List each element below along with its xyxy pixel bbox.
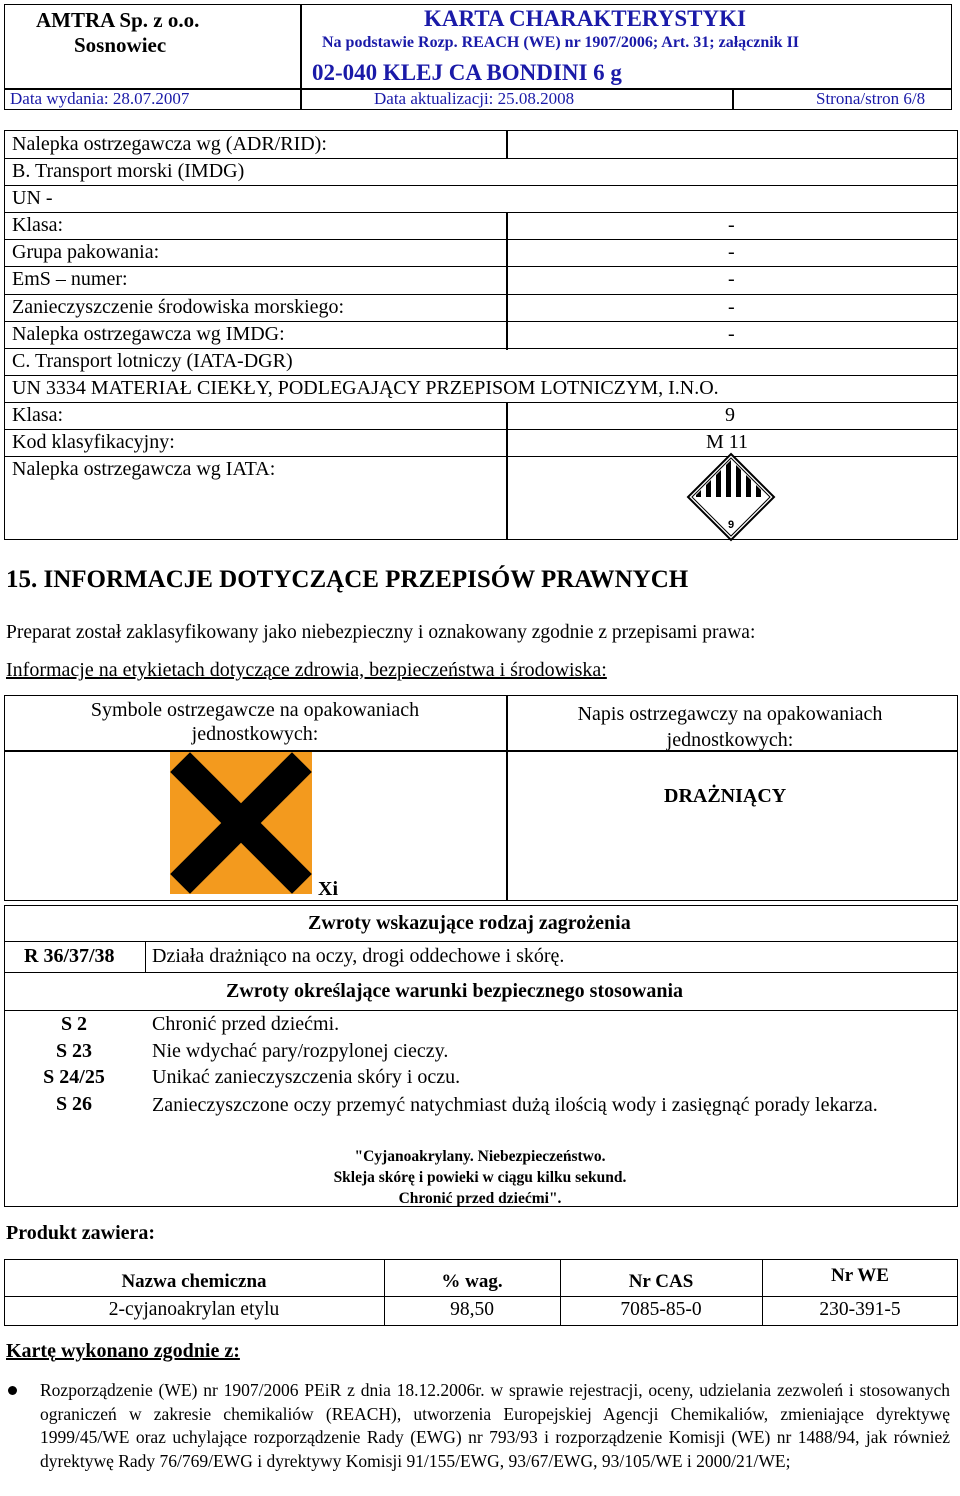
r-phrase-text: Działa drażniąco na oczy, drogi oddechowe i skórę. — [152, 945, 565, 967]
imdg-heading: B. Transport morski (IMDG) — [12, 160, 245, 182]
adr-label: Nalepka ostrzegawcza wg (ADR/RID): — [12, 133, 327, 155]
table-cell: 230-391-5 — [819, 1299, 901, 1320]
header-divider — [300, 4, 302, 88]
imdg-un: UN - — [12, 187, 53, 209]
class-9-hazard-label-icon — [686, 452, 776, 542]
table-cell: 2-cyjanoakrylan etylu — [108, 1299, 280, 1320]
s-phrase-text: Nie wdychać pary/rozpylonej cieczy. — [152, 1040, 449, 1062]
iata-heading: C. Transport lotniczy (IATA-DGR) — [12, 350, 293, 372]
legal-basis: Na podstawie Rozp. REACH (WE) nr 1907/2006; Art. 31; załącznik II — [322, 34, 800, 51]
s-phrase-code: S 2 — [60, 1013, 88, 1035]
imdg-packing-value: - — [728, 241, 735, 263]
inscription-header: Napis ostrzegawczy na opakowaniach jednostkowych: — [577, 703, 883, 751]
s-phrase-code: S 26 — [55, 1093, 93, 1115]
table-cell: 98,50 — [450, 1299, 494, 1320]
iata-label-label: Nalepka ostrzegawcza wg IATA: — [12, 458, 276, 480]
inscription-text: DRAŻNIĄCY — [664, 785, 787, 807]
s-phrase-text: Unikać zanieczyszczenia skóry i oczu. — [152, 1066, 461, 1088]
irritant-xi-icon — [170, 752, 312, 894]
compliance-item: Rozporządzenie (WE) nr 1907/2006 PEiR z dnia 18.12.2006r. w sprawie rejestracji, oceny, udzielania zezwoleń i stosowanych ograniczeń w zakresie chemikaliów (REACH), utworzenia Europejskiej Agencji Chemikaliów, zmieniające dyrektywę 1999/45/WE oraz uchylające rozporządzenie Rady (EWG) nr 793/93 i rozporządzenie Komisji (WE) nr 1488/94, jak również dyrektywę Rady 76/769/EWG i dyrektywy Komisji 91/155/EWG, 93/67/EWG, 93/105/WE i 2000/21/WE; — [40, 1380, 950, 1471]
imdg-pollutant-value: - — [728, 296, 735, 318]
product-name: 02-040 KLEJ CA BONDINI 6 g — [312, 60, 622, 85]
imdg-label-label: Nalepka ostrzegawcza wg IMDG: — [12, 323, 285, 345]
imdg-class-value: - — [728, 214, 735, 236]
iata-class-label: Klasa: — [12, 404, 64, 426]
header-divider — [732, 88, 734, 110]
symbols-header: Symbole ostrzegawcze na opakowaniach jednostkowych: — [90, 699, 420, 745]
company-city: Sosnowiec — [74, 33, 167, 57]
s-phrase-code: S 23 — [55, 1040, 93, 1062]
s-phrases-heading: Zwroty określające warunki bezpiecznego stosowania — [226, 980, 684, 1002]
iata-code-value: M 11 — [706, 431, 749, 453]
imdg-packing-label: Grupa pakowania: — [12, 241, 160, 263]
classification-intro: Preparat został zaklasyfikowany jako niebezpieczny i oznakowany zgodnie z przepisami prawa: — [6, 622, 756, 643]
s-phrase-code: S 24/25 — [43, 1066, 105, 1088]
symbol-code: Xi — [318, 878, 338, 900]
iata-class-value: 9 — [725, 404, 735, 426]
column-header: Nr CAS — [628, 1271, 694, 1292]
issue-date: Data wydania: 28.07.2007 — [10, 89, 190, 108]
s-phrase-text: Zanieczyszczone oczy przemyć natychmiast dużą ilością wody i zasięgnąć porady lekarza. — [152, 1094, 878, 1116]
company-name: AMTRA Sp. z o.o. — [36, 8, 200, 32]
r-phrases-heading: Zwroty wskazujące rodzaj zagrożenia — [308, 912, 631, 934]
section-15-title: 15. INFORMACJE DOTYCZĄCE PRZEPISÓW PRAWNYCH — [6, 566, 689, 593]
page-number: Strona/stron 6/8 — [816, 89, 926, 108]
compliance-heading: Kartę wykonano zgodnie z: — [6, 1340, 240, 1362]
imdg-class-label: Klasa: — [12, 214, 64, 236]
table-cell: 7085-85-0 — [620, 1299, 702, 1320]
imdg-ems-label: EmS – numer: — [12, 268, 128, 290]
additional-warning: "Cyjanoakrylany. Niebezpieczeństwo. Skleja skórę i powieki w ciągu kilku sekund. Chronić przed dziećmi". — [333, 1148, 627, 1207]
r-phrase-code: R 36/37/38 — [24, 945, 115, 967]
column-header: Nr WE — [831, 1265, 889, 1286]
label-info-heading: Informacje na etykietach dotyczące zdrowia, bezpieczeństwa i środowiska: — [6, 659, 607, 681]
iata-code-label: Kod klasyfikacyjny: — [12, 431, 175, 453]
column-header: % wag. — [441, 1271, 503, 1292]
document-title: KARTA CHARAKTERYSTYKI — [424, 6, 746, 31]
iata-un: UN 3334 MATERIAŁ CIEKŁY, PODLEGAJĄCY PRZEPISOM LOTNICZYM, I.N.O. — [12, 377, 719, 399]
column-header: Nazwa chemiczna — [121, 1271, 267, 1292]
imdg-ems-value: - — [728, 268, 735, 290]
imdg-pollutant-label: Zanieczyszczenie środowiska morskiego: — [12, 296, 345, 318]
imdg-label-value: - — [728, 323, 735, 345]
product-contains-label: Produkt zawiera: — [6, 1222, 156, 1244]
header-divider — [300, 88, 302, 110]
bullet-icon — [8, 1386, 17, 1395]
update-date: Data aktualizacji: 25.08.2008 — [374, 89, 575, 108]
s-phrase-text: Chronić przed dziećmi. — [152, 1013, 340, 1035]
svg-text:9: 9 — [727, 519, 735, 531]
